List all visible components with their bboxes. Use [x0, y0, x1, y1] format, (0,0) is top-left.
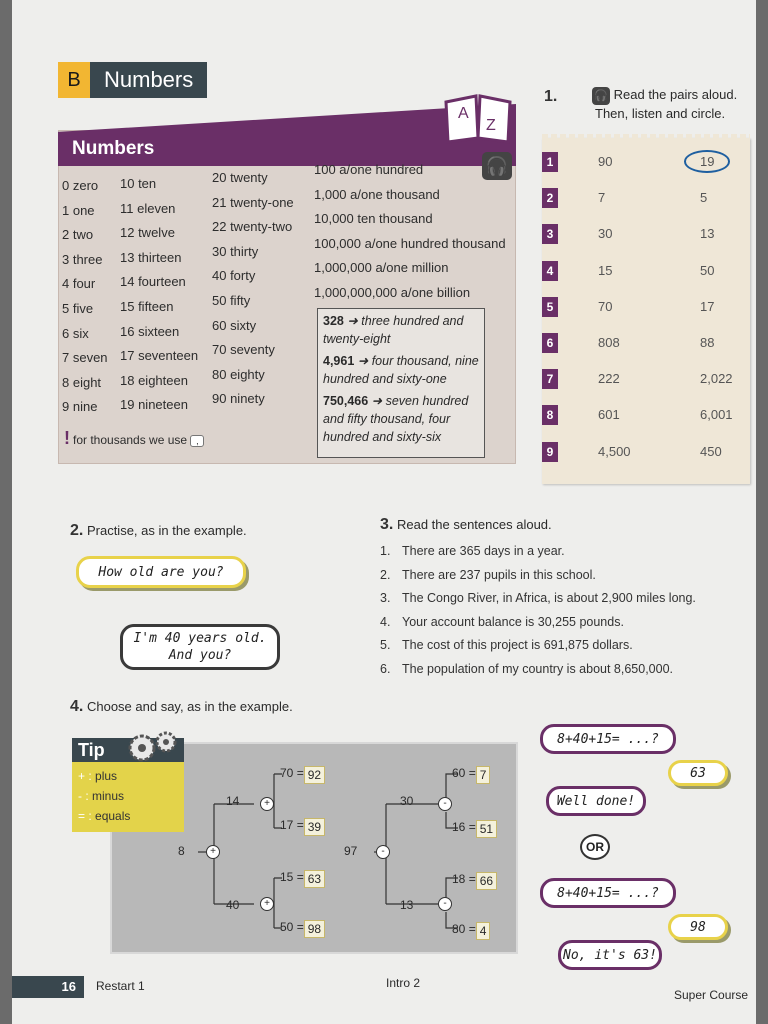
pair-row	[542, 331, 750, 355]
numbers-column-4	[314, 158, 506, 306]
pair-row	[542, 186, 750, 210]
minus-icon: -	[438, 897, 452, 911]
pair-number: 3	[542, 224, 558, 244]
section-title: Numbers	[90, 62, 207, 98]
section-letter: B	[58, 62, 90, 98]
footer-unit: Intro 2	[386, 976, 421, 990]
pair-number: 2	[542, 188, 558, 208]
svg-text:Z: Z	[486, 117, 496, 134]
number-entry: 15 fifteen	[120, 298, 174, 314]
tree2-node: 13	[400, 898, 414, 912]
speech-bubble-question: How old are you?	[76, 556, 246, 588]
number-entry: 19 nineteen	[120, 397, 188, 413]
number-entry: 6 six	[62, 325, 89, 341]
tip-minus: - : minus	[78, 789, 125, 803]
pair-option-b[interactable]: 2,022	[700, 371, 733, 387]
number-entry: 12 twelve	[120, 225, 175, 241]
number-entry: 70 seventy	[212, 342, 275, 358]
pair-row	[542, 367, 750, 391]
or-badge: OR	[580, 834, 610, 860]
ex3-heading: 3. Read the sentences aloud.	[380, 516, 552, 533]
number-entry: 8 eight	[62, 374, 102, 390]
number-entry: 100 a/one hundred	[314, 162, 424, 177]
page-number: 16	[12, 976, 84, 998]
numbers-column-3	[212, 166, 294, 412]
pair-number: 7	[542, 369, 558, 389]
minus-icon: -	[376, 845, 390, 859]
pair-option-a[interactable]: 30	[598, 226, 613, 242]
pair-option-b[interactable]: 17	[700, 298, 715, 314]
list-item: 2. There are 237 pupils in this school.	[380, 567, 596, 582]
speech-bubble-answer: I'm 40 years old. And you?	[120, 624, 280, 670]
pair-row	[542, 259, 750, 283]
pair-option-a[interactable]: 90	[598, 154, 613, 169]
pair-number: 6	[542, 333, 558, 353]
pair-number: 9	[542, 442, 558, 462]
list-item: 6. The population of my country is about 8,650,000.	[380, 661, 674, 676]
tree1-leaf: 50 = 98	[280, 920, 304, 934]
number-entry: 50 fifty	[212, 292, 251, 308]
number-entry: 9 nine	[62, 399, 98, 415]
number-examples-box	[317, 308, 485, 458]
numbers-column-1	[62, 174, 108, 420]
pair-number: 5	[542, 297, 558, 317]
number-entry: 100,000 a/one hundred thousand	[314, 235, 506, 251]
pair-option-a[interactable]: 4,500	[598, 443, 631, 459]
ex1-instructions: 🎧 Read the pairs aloud. Then, listen and circle.	[592, 86, 737, 123]
pair-option-a[interactable]: 15	[598, 262, 613, 278]
ex1-number: 1.	[544, 88, 558, 105]
pair-row	[542, 150, 750, 174]
tip-equals: = : equals	[78, 809, 131, 823]
headphones-icon[interactable]: 🎧	[482, 152, 512, 180]
pair-row	[542, 403, 750, 427]
pair-option-b[interactable]: 450	[700, 443, 722, 459]
number-entry: 1,000 a/one thousand	[314, 186, 440, 202]
number-entry: 1 one	[62, 202, 95, 218]
pair-option-b[interactable]: 50	[700, 262, 715, 278]
plus-icon: +	[260, 897, 274, 911]
list-item: 3. The Congo River, in Africa, is about 2,900 miles long.	[380, 591, 696, 606]
number-entry: 60 sixty	[212, 317, 257, 333]
tree1-leaf: 17 = 39	[280, 818, 304, 832]
tree2-leaf: 16 = 51	[452, 820, 476, 834]
tree1-node: 40	[226, 898, 240, 912]
ex2-heading: 2. Practise, as in the example.	[70, 522, 247, 539]
number-entry: 80 eighty	[212, 366, 265, 382]
tree1-root: 8	[178, 844, 185, 858]
number-entry: 21 twenty-one	[212, 194, 294, 210]
numbers-column-2	[120, 172, 198, 418]
number-entry: 14 fourteen	[120, 274, 186, 290]
pair-option-b[interactable]: 6,001	[700, 407, 733, 423]
example-item: 328 ➜ three hundred and twenty-eight	[323, 314, 464, 346]
thousands-note: ! for thousands we use ,	[64, 428, 204, 449]
number-entry: 5 five	[62, 300, 94, 316]
gears-icon	[120, 730, 184, 764]
number-entry: 40 forty	[212, 268, 256, 284]
tip-title: Tip	[72, 738, 184, 762]
tree1-leaf: 70 = 92	[280, 766, 304, 780]
headphones-icon[interactable]: 🎧	[592, 87, 610, 105]
number-entry: 30 thirty	[212, 243, 259, 259]
number-entry: 17 seventeen	[120, 348, 199, 364]
tree1-leaf: 15 = 63	[280, 870, 304, 884]
pair-option-a[interactable]: 808	[598, 335, 620, 350]
section-header	[58, 62, 207, 98]
speech-bubble-reply: Well done!	[546, 786, 646, 816]
number-entry: 7 seven	[62, 350, 108, 366]
list-item: 4. Your account balance is 30,255 pounds.	[380, 614, 624, 629]
number-entry: 10,000 ten thousand	[314, 211, 433, 227]
number-entry: 90 ninety	[212, 391, 265, 407]
dictionary-az-icon	[440, 88, 516, 144]
number-entry: 1,000,000,000 a/one billion	[314, 284, 471, 300]
pair-option-a[interactable]: 70	[598, 298, 613, 314]
minus-icon: -	[438, 797, 452, 811]
comma-icon: ,	[190, 435, 204, 447]
speech-bubble-question: 8+40+15= ...?	[540, 724, 676, 754]
number-entry: 13 thirteen	[120, 249, 182, 265]
tip-plus: + : plus	[78, 769, 118, 783]
number-entry: 1,000,000 a/one million	[314, 260, 449, 276]
number-entry: 0 zero	[62, 178, 99, 193]
pair-option-a[interactable]: 7	[598, 190, 606, 206]
pair-number: 8	[542, 405, 558, 425]
page-footer	[12, 976, 756, 1002]
number-entry: 2 two	[62, 227, 94, 243]
tree2-leaf: 18 = 66	[452, 872, 476, 886]
tree2-leaf: 60 = 7	[452, 766, 476, 780]
number-entry: 22 twenty-two	[212, 219, 293, 235]
example-item: 4,961 ➜ four thousand, nine hundred and sixty-one	[323, 354, 479, 386]
tip-box	[72, 762, 184, 832]
numbers-table-title: Numbers	[72, 138, 155, 159]
footer-lesson: Restart 1	[96, 979, 145, 993]
pair-option-b[interactable]: 88	[700, 335, 715, 350]
textbook-page	[12, 0, 756, 1024]
speech-bubble-answer: 63	[668, 760, 728, 786]
exclamation-icon: !	[64, 428, 70, 448]
tree1-node: 14	[226, 794, 240, 808]
number-entry: 4 four	[62, 276, 96, 292]
plus-icon: +	[206, 845, 220, 859]
number-entry: 16 sixteen	[120, 323, 180, 339]
list-item: 1. There are 365 days in a year.	[380, 544, 565, 558]
list-item: 5. The cost of this project is 691,875 dollars.	[380, 638, 633, 653]
pair-number: 1	[542, 152, 558, 172]
number-entry: 18 eighteen	[120, 372, 188, 388]
tree2-root: 97	[344, 844, 358, 858]
speech-bubble-question: 8+40+15= ...?	[540, 878, 676, 908]
pair-option-a[interactable]: 601	[598, 407, 620, 423]
footer-series: Super Course	[674, 988, 749, 1002]
speech-bubble-reply: No, it's 63!	[558, 940, 662, 970]
plus-icon: +	[260, 797, 274, 811]
svg-text:A: A	[458, 105, 469, 122]
speech-bubble-answer: 98	[668, 914, 728, 940]
pair-row	[542, 440, 750, 464]
pair-number: 4	[542, 261, 558, 281]
number-entry: 10 ten	[120, 176, 157, 191]
pair-option-b[interactable]: 13	[700, 226, 715, 242]
example-item: 750,466 ➜ seven hundred and fifty thousand, four hundred and sixty-six	[323, 394, 469, 444]
pair-row	[542, 295, 750, 319]
tree2-leaf: 80 = 4	[452, 922, 476, 936]
ex3-sentence-list	[380, 540, 696, 682]
pair-row	[542, 222, 750, 246]
pair-option-b[interactable]: 19	[684, 150, 730, 173]
number-entry: 3 three	[62, 251, 103, 267]
pair-option-a[interactable]: 222	[598, 371, 620, 387]
ex4-heading: 4. Choose and say, as in the example.	[70, 698, 293, 715]
number-entry: 11 eleven	[120, 200, 176, 216]
pair-option-b[interactable]: 5	[700, 190, 708, 206]
tree2-node: 30	[400, 794, 414, 808]
number-entry: 20 twenty	[212, 170, 268, 185]
